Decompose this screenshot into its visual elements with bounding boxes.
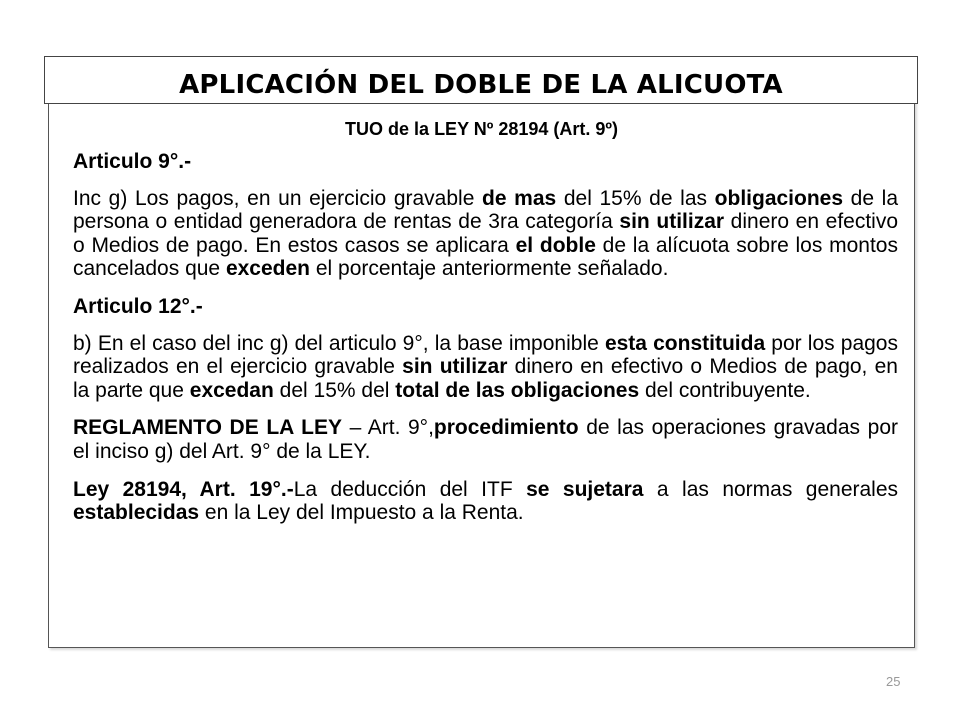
ley-19-paragraph: Ley 28194, Art. 19°.-La deducción del ITF se sujetara a las normas generales establecidas en la Ley del Impuesto a la Renta. [73,477,899,525]
slide-title: APLICACIÓN DEL DOBLE DE LA ALICUOTA [179,70,783,100]
body-text [73,150,898,539]
page-number: 25 [886,674,901,689]
articulo-9-paragraph: Inc g) Los pagos, en un ejercicio gravable de mas del 15% de las obligaciones de la persona o entidad generadora de rentas de 3ra categoría sin utilizar dinero en efectivo o Medios de pago. En estos casos se aplicara el doble de la alícuota sobre los montos cancelados que exceden el porcentaje anteriormente señalado. [73,186,899,281]
articulo-9-heading: Articulo 9°.- [73,150,192,173]
articulo-12-paragraph: b) En el caso del inc g) del articulo 9°, la base imponible esta constituida por los pagos realizados en el ejercicio gravable sin utilizar dinero en efectivo o Medios de pago, en la parte que excedan del 15% del total de las obligaciones del contribuyente. [73,331,898,402]
title-box [44,56,918,104]
reglamento-paragraph: REGLAMENTO DE LA LEY – Art. 9°,procedimiento de las operaciones gravadas por el inciso g) del Art. 9° de la LEY. [73,416,898,463]
law-subtitle: TUO de la LEY Nº 28194 (Art. 9º) [345,119,618,139]
articulo-12-heading: Articulo 12°.- [73,294,203,318]
